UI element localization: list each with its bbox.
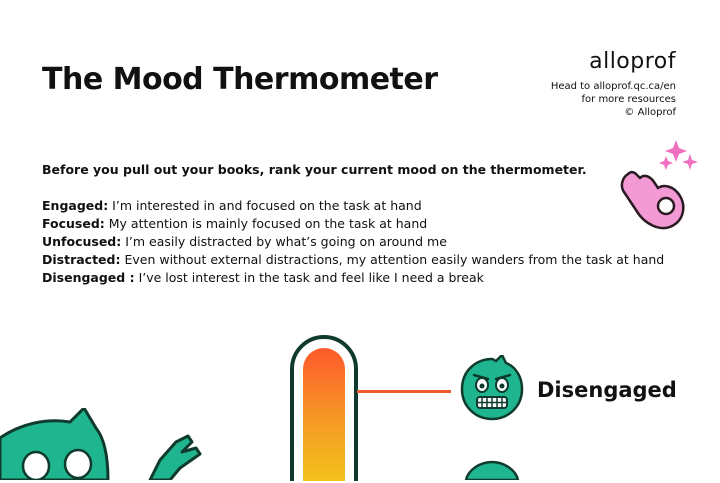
brand-url-line: Head to alloprof.qc.ca/en [550,81,676,92]
thermometer [288,333,360,483]
definition-unfocused [42,233,664,251]
definition-term: Engaged: [42,198,109,213]
definition-engaged [42,197,664,215]
definition-text: Even without external distractions, my attention easily wanders from the task at hand [120,252,665,267]
definition-text: I’m easily distracted by what’s going on around me [121,234,447,249]
mood-label-disengaged: Disengaged [537,378,677,402]
disengaged-face-icon[interactable] [458,355,526,423]
definition-text: I’ve lost interest in the task and feel like I need a break [134,270,484,285]
definition-text: My attention is mainly focused on the task at hand [104,216,428,231]
brand-block [551,50,676,119]
brand-resources-line: for more resources [581,94,676,105]
sparkle-icon [659,140,698,170]
definition-focused [42,215,664,233]
definition-term: Focused: [42,216,105,231]
alloprof-logo[interactable]: alloprof [589,49,676,74]
intro-text: Before you pull out your books, rank your current mood on the thermometer. [42,162,587,177]
definition-term: Distracted: [42,252,121,267]
definition-distracted [42,251,664,269]
page-title: The Mood Thermometer [42,62,438,97]
ok-hand-icon [614,140,704,240]
definition-disengaged [42,269,664,287]
definition-term: Disengaged : [42,270,135,285]
brand-copyright: © Alloprof [624,107,676,118]
definition-term: Unfocused: [42,234,122,249]
definitions-list [42,197,664,287]
thermometer-connector [357,390,451,393]
next-mood-face-icon [462,460,522,480]
definition-text: I’m interested in and focused on the task at hand [108,198,422,213]
mascot-icon [0,408,230,480]
